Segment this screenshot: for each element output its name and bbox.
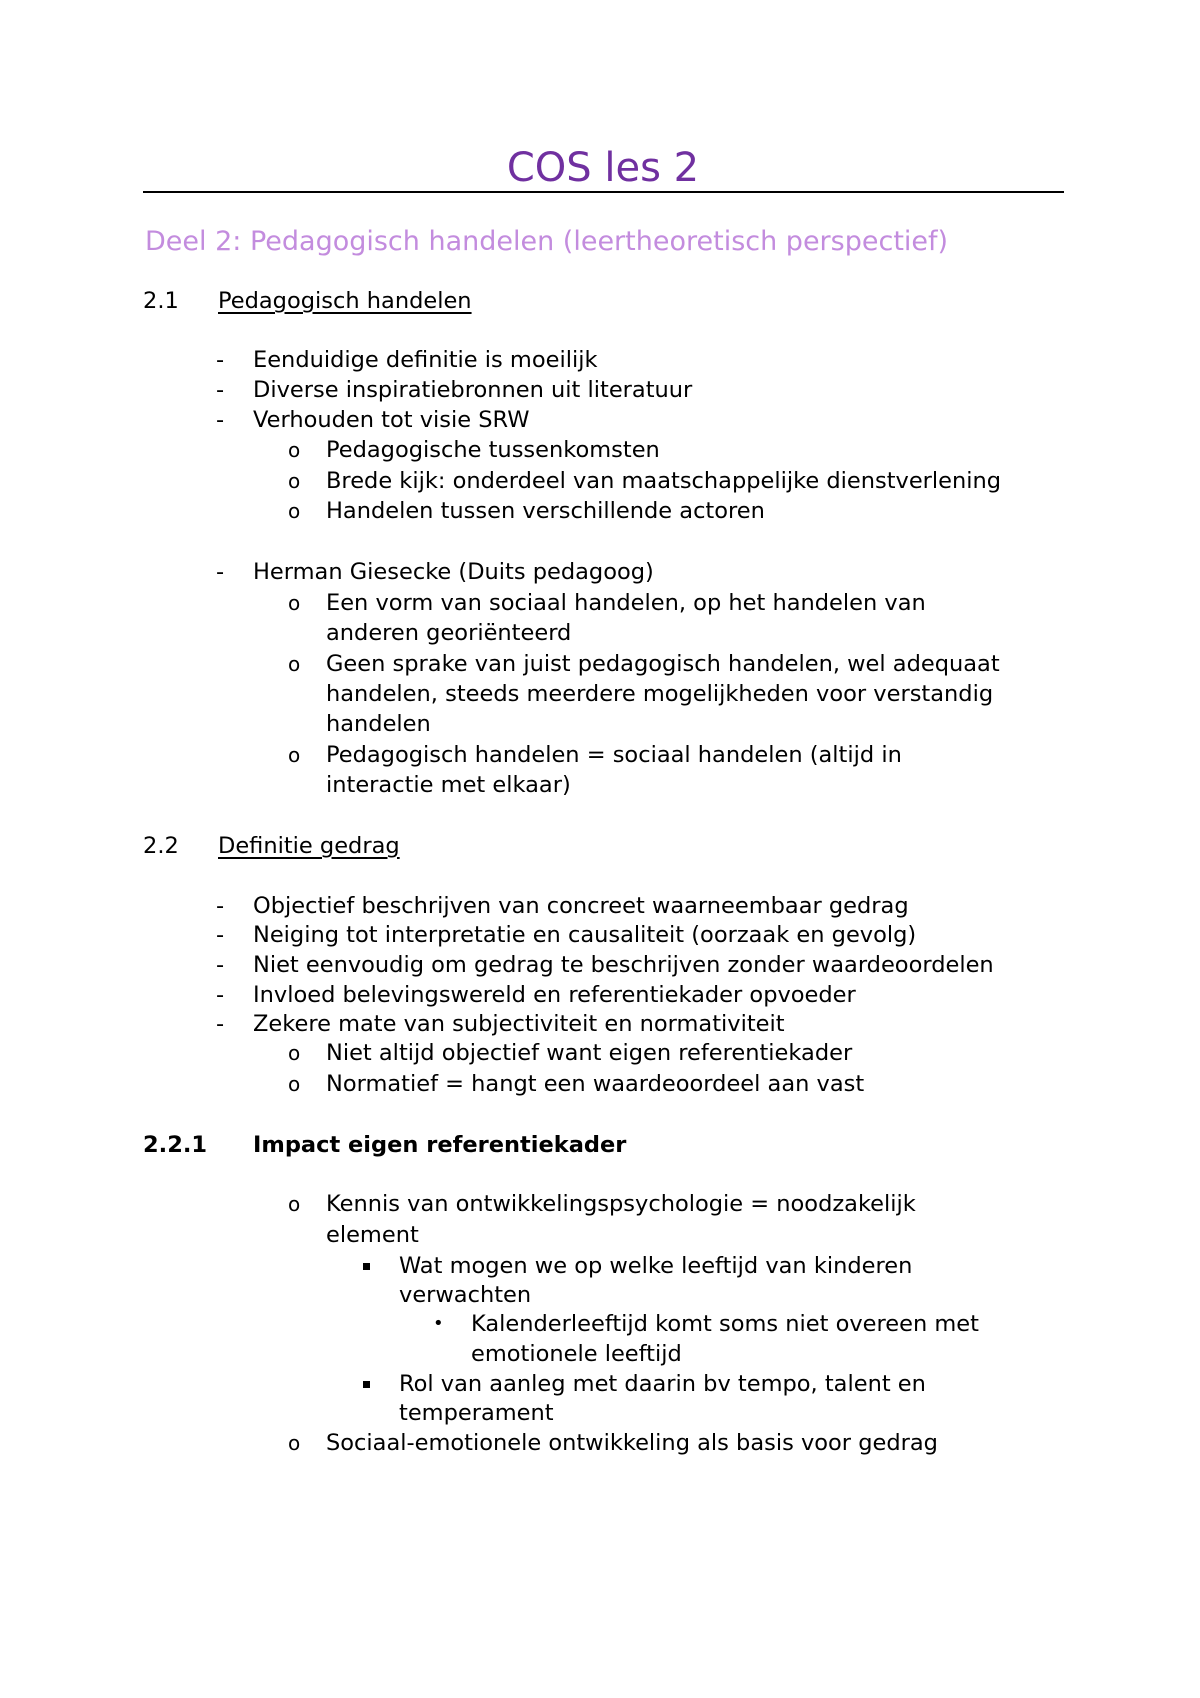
circle-marker: o [288,1192,301,1216]
list-item-continuation: anderen georiënteerd [326,620,572,646]
list-item-continuation: verwachten [399,1282,532,1308]
dash-marker: - [216,952,225,978]
list-item-continuation: temperament [399,1400,554,1426]
section-heading: Pedagogisch handelen [218,288,472,314]
list-item-continuation: handelen, steeds meerdere mogelijkheden voor verstandig [326,681,994,707]
list-item: Normatief = hangt een waardeoordeel aan vast [326,1071,865,1097]
list-item: Sociaal-emotionele ontwikkeling als basis voor gedrag [326,1430,938,1456]
list-item: Een vorm van sociaal handelen, op het handelen van [326,590,926,616]
list-item-continuation: interactie met elkaar) [326,772,571,798]
dash-marker: - [216,893,225,919]
list-item: Verhouden tot visie SRW [253,407,530,433]
circle-marker: o [288,1072,301,1096]
dash-marker: - [216,982,225,1008]
dash-marker: - [216,922,225,948]
list-item: Handelen tussen verschillende actoren [326,498,765,524]
square-marker [363,1369,370,1399]
list-item: Eenduidige definitie is moeilijk [253,347,598,373]
list-item: Zekere mate van subjectiviteit en normativiteit [253,1011,785,1037]
dash-marker: - [216,347,225,373]
list-item: Geen sprake van juist pedagogisch handelen, wel adequaat [326,651,1000,677]
list-item: Kennis van ontwikkelingspsychologie = noodzakelijk [326,1191,916,1217]
list-item: Neiging tot interpretatie en causaliteit (oorzaak en gevolg) [253,922,917,948]
section-number: 2.1 [143,288,179,314]
list-item: Objectief beschrijven van concreet waarneembaar gedrag [253,893,909,919]
list-item: Niet eenvoudig om gedrag te beschrijven zonder waardeoordelen [253,952,994,978]
part-heading: Deel 2: Pedagogisch handelen (leertheoretisch perspectief) [145,226,949,257]
list-item-continuation: handelen [326,711,431,737]
list-item: Rol van aanleg met daarin bv tempo, talent en [399,1371,926,1397]
list-item: Herman Giesecke (Duits pedagoog) [253,559,654,585]
list-item: Diverse inspiratiebronnen uit literatuur [253,377,693,403]
list-item: Niet altijd objectief want eigen referentiekader [326,1040,853,1066]
square-marker [363,1251,370,1281]
dash-marker: - [216,407,225,433]
list-item: Pedagogisch handelen = sociaal handelen (altijd in [326,742,902,768]
dash-marker: - [216,377,225,403]
list-item: Kalenderleeftijd komt soms niet overeen met [471,1311,979,1337]
section-heading: Definitie gedrag [218,833,400,859]
section-number: 2.2.1 [143,1132,208,1158]
list-item: Pedagogische tussenkomsten [326,437,660,463]
list-item: Invloed belevingswereld en referentiekader opvoeder [253,982,856,1008]
section-heading: Impact eigen referentiekader [253,1132,627,1158]
circle-marker: o [288,743,301,767]
list-item: Brede kijk: onderdeel van maatschappelijke dienstverlening [326,468,1002,494]
section-number: 2.2 [143,833,179,859]
circle-marker: o [288,499,301,523]
circle-marker: o [288,1431,301,1455]
page-title: COS les 2 [506,145,700,191]
circle-marker: o [288,1041,301,1065]
list-item: Wat mogen we op welke leeftijd van kinderen [399,1253,913,1279]
dash-marker: - [216,1011,225,1037]
circle-marker: o [288,652,301,676]
dot-marker: • [433,1313,444,1334]
dash-marker: - [216,559,225,585]
circle-marker: o [288,438,301,462]
circle-marker: o [288,591,301,615]
circle-marker: o [288,469,301,493]
list-item-continuation: element [326,1222,419,1248]
title-divider [143,191,1064,193]
list-item-continuation: emotionele leeftijd [471,1341,682,1367]
